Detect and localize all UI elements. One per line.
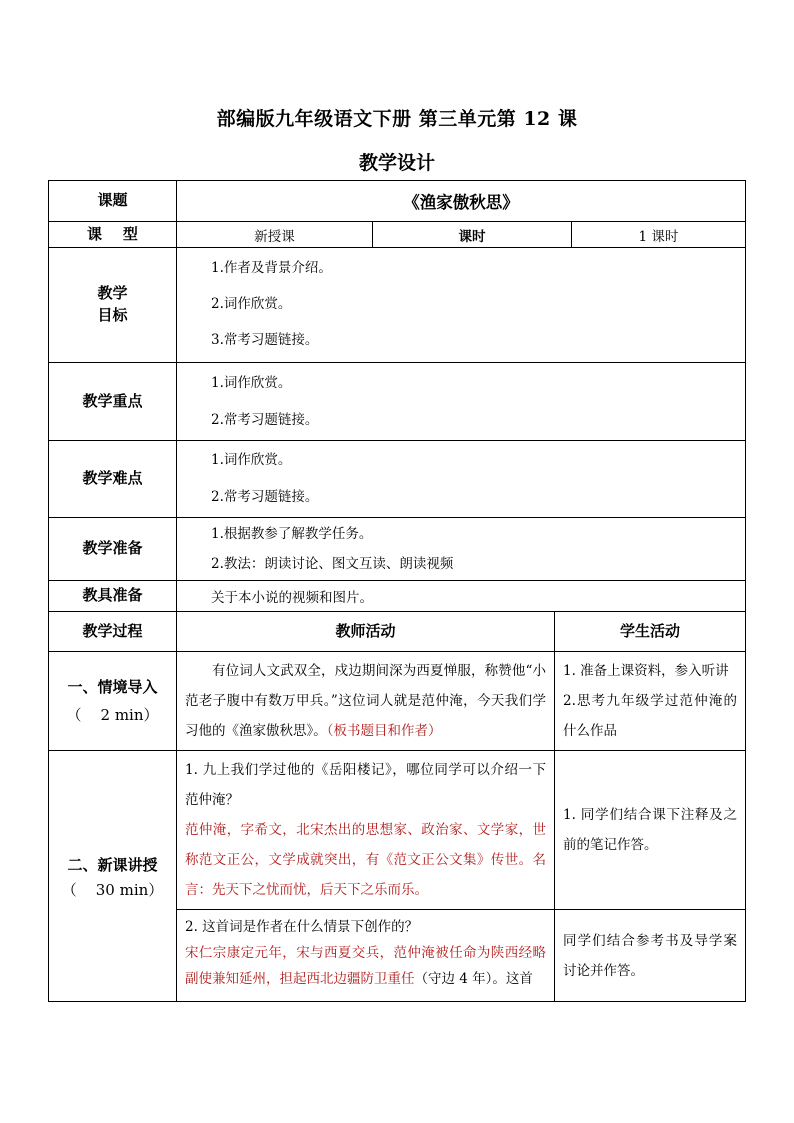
- phase2-name: 二、新课讲授: [67, 856, 158, 874]
- objective-item: 1.作者及背景介绍。: [211, 260, 332, 276]
- phase2-teacher-2: [177, 910, 555, 1002]
- phase2-time: （ 30 min）: [61, 881, 164, 899]
- document-subtitle: 教学设计: [358, 152, 435, 174]
- key-points-list: [177, 363, 746, 441]
- objective-item: 3.常考习题链接。: [211, 332, 319, 348]
- tools-label: 教具准备: [49, 581, 177, 612]
- phase2-row-1: [49, 751, 746, 910]
- phase1-teacher-text: 有位词人文武双全，戍边期间深为西夏惮服，称赞他“小范老子腹中有数万甲兵。”这位词人就是范仲淹，今天我们学习他的《渔家傲秋思》。: [185, 663, 546, 739]
- phase1-row: [49, 652, 746, 751]
- phase2-label: [49, 751, 177, 1002]
- process-header-label: 教学过程: [49, 612, 177, 652]
- lesson-plan-table: [48, 180, 746, 1002]
- type-row: [49, 222, 746, 248]
- key-point-item: 1.词作欣赏。: [211, 374, 292, 391]
- topic-row: [49, 181, 746, 222]
- difficulties-label: 教学难点: [49, 441, 177, 518]
- phase1-label: [49, 652, 177, 751]
- tools-row: [49, 581, 746, 612]
- phase2-answer-1: 范仲淹，字希文，北宋杰出的思想家、政治家、文学家，世称范文正公，文学成就突出，有《范文正公文集》传世。名言：先天下之忧而忧，后天下之乐而乐。: [185, 822, 546, 898]
- phase2-student-2: 同学们结合参考书及导学案讨论并作答。: [555, 910, 746, 1002]
- phase1-student-line1: 1. 准备上课资料，参入听讲: [563, 663, 729, 679]
- teacher-activity-header: 教师活动: [177, 612, 555, 652]
- objectives-list: [177, 248, 746, 363]
- phase1-student-line2: 2.思考九年级学过范仲淹的什么作品: [563, 693, 737, 739]
- objective-item: 2.词作欣赏。: [211, 296, 292, 312]
- difficulties-row: [49, 441, 746, 518]
- hours-label: 课时: [373, 222, 572, 248]
- type-value: 新授课: [177, 222, 373, 248]
- topic-label: 课题: [49, 181, 177, 222]
- difficulties-list: [177, 441, 746, 518]
- type-label: 课 型: [49, 222, 177, 248]
- preparation-label: 教学准备: [49, 518, 177, 581]
- key-point-item: 2.常考习题链接。: [211, 411, 319, 428]
- phase2-answer-2-black: （守边 4 年）。这首: [414, 971, 533, 987]
- tools-value: 关于本小说的视频和图片。: [177, 581, 746, 612]
- objectives-label: [49, 248, 177, 363]
- key-points-label: 教学重点: [49, 363, 177, 441]
- phase2-question-2: 2. 这首词是作者在什么情景下创作的？: [185, 919, 419, 935]
- hours-value: 1 课时: [572, 222, 746, 248]
- phase1-teacher-red: （板书题目和作者）: [326, 723, 442, 739]
- key-points-row: [49, 363, 746, 441]
- preparation-item: 2.教法：朗读讨论、图文互读、朗读视频: [211, 556, 454, 572]
- objectives-label-line1: 教学: [97, 284, 128, 303]
- phase1-time: （ 2 min）: [66, 706, 159, 724]
- phase1-name: 一、情境导入: [67, 678, 158, 696]
- preparation-item: 1.根据教参了解教学任务。: [211, 526, 373, 542]
- document-title: 部编版九年级语文下册 第三单元第 12 课: [216, 108, 578, 130]
- preparation-row: [49, 518, 746, 581]
- phase2-student-1: 1. 同学们结合课下注释及之前的笔记作答。: [555, 751, 746, 910]
- phase2-teacher-1: [177, 751, 555, 910]
- difficulty-item: 2.常考习题链接。: [211, 489, 319, 505]
- objectives-row: [49, 248, 746, 363]
- preparation-list: [177, 518, 746, 581]
- student-activity-header: 学生活动: [555, 612, 746, 652]
- phase1-teacher: [177, 652, 555, 751]
- objectives-label-line2: 目标: [97, 306, 128, 324]
- phase2-answer-2-red: 宋仁宗康定元年，宋与西夏交兵，范仲淹被任命为陕西经略副使兼知延州，担起西北边疆防卫重任: [185, 945, 546, 987]
- topic-value: 《渔家傲秋思》: [177, 181, 746, 222]
- difficulty-item: 1.词作欣赏。: [211, 452, 292, 468]
- process-header-row: [49, 612, 746, 652]
- phase1-student: [555, 652, 746, 751]
- phase2-question-1: 1. 九上我们学过他的《岳阳楼记》，哪位同学可以介绍一下范仲淹？: [185, 762, 546, 808]
